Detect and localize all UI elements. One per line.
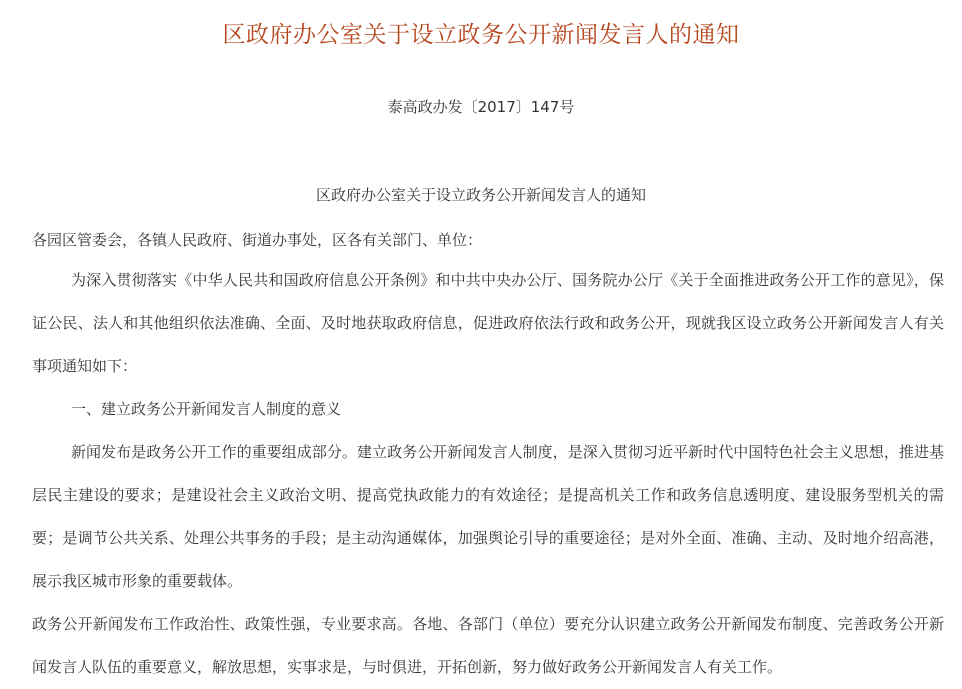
body-paragraph-significance: 新闻发布是政务公开工作的重要组成部分。建立政务公开新闻发言人制度，是深入贯彻习近平新时代中国特色社会主义思想，推进基层民主建设的要求；是建设社会主义政治文明、提高党执政能力的有效途径；是提高机关工作和政务信息透明度、建设服务型机关的需要；是调节公共关系、处理公共事务的手段；是主动沟通媒体，加强舆论引导的重要途径；是对外全面、准确、主动、及时地介绍高港，展示我区城市形象的重要载体。 [32, 443, 944, 590]
intro-paragraph: 为深入贯彻落实《中华人民共和国政府信息公开条例》和中共中央办公厅、国务院办公厅《关于全面推进政务公开工作的意见》，保证公民、法人和其他组织依法准确、全面、及时地获取政府信息，促进政府依法行政和政务公开，现就我区设立政务公开新闻发言人有关事项通知如下： [32, 271, 944, 375]
document-subtitle: 区政府办公室关于设立政务公开新闻发言人的通知 [315, 186, 646, 204]
document-number: 泰高政办发〔2017〕147号 [387, 98, 575, 116]
addressee-line: 各园区管委会，各镇人民政府、街道办事处，区各有关部门、单位： [32, 231, 483, 249]
document-title: 区政府办公室关于设立政务公开新闻发言人的通知 [222, 22, 740, 49]
section-heading-1: 一、建立政务公开新闻发言人制度的意义 [71, 400, 342, 418]
body-paragraph-requirements: 政务公开新闻发布工作政治性、政策性强，专业要求高。各地、各部门（单位）要充分认识建立政务公开新闻发布制度、完善政务公开新闻发言人队伍的重要意义，解放思想，实事求是，与时俱进，开拓创新，努力做好政务公开新闻发言人有关工作。 [32, 615, 944, 676]
